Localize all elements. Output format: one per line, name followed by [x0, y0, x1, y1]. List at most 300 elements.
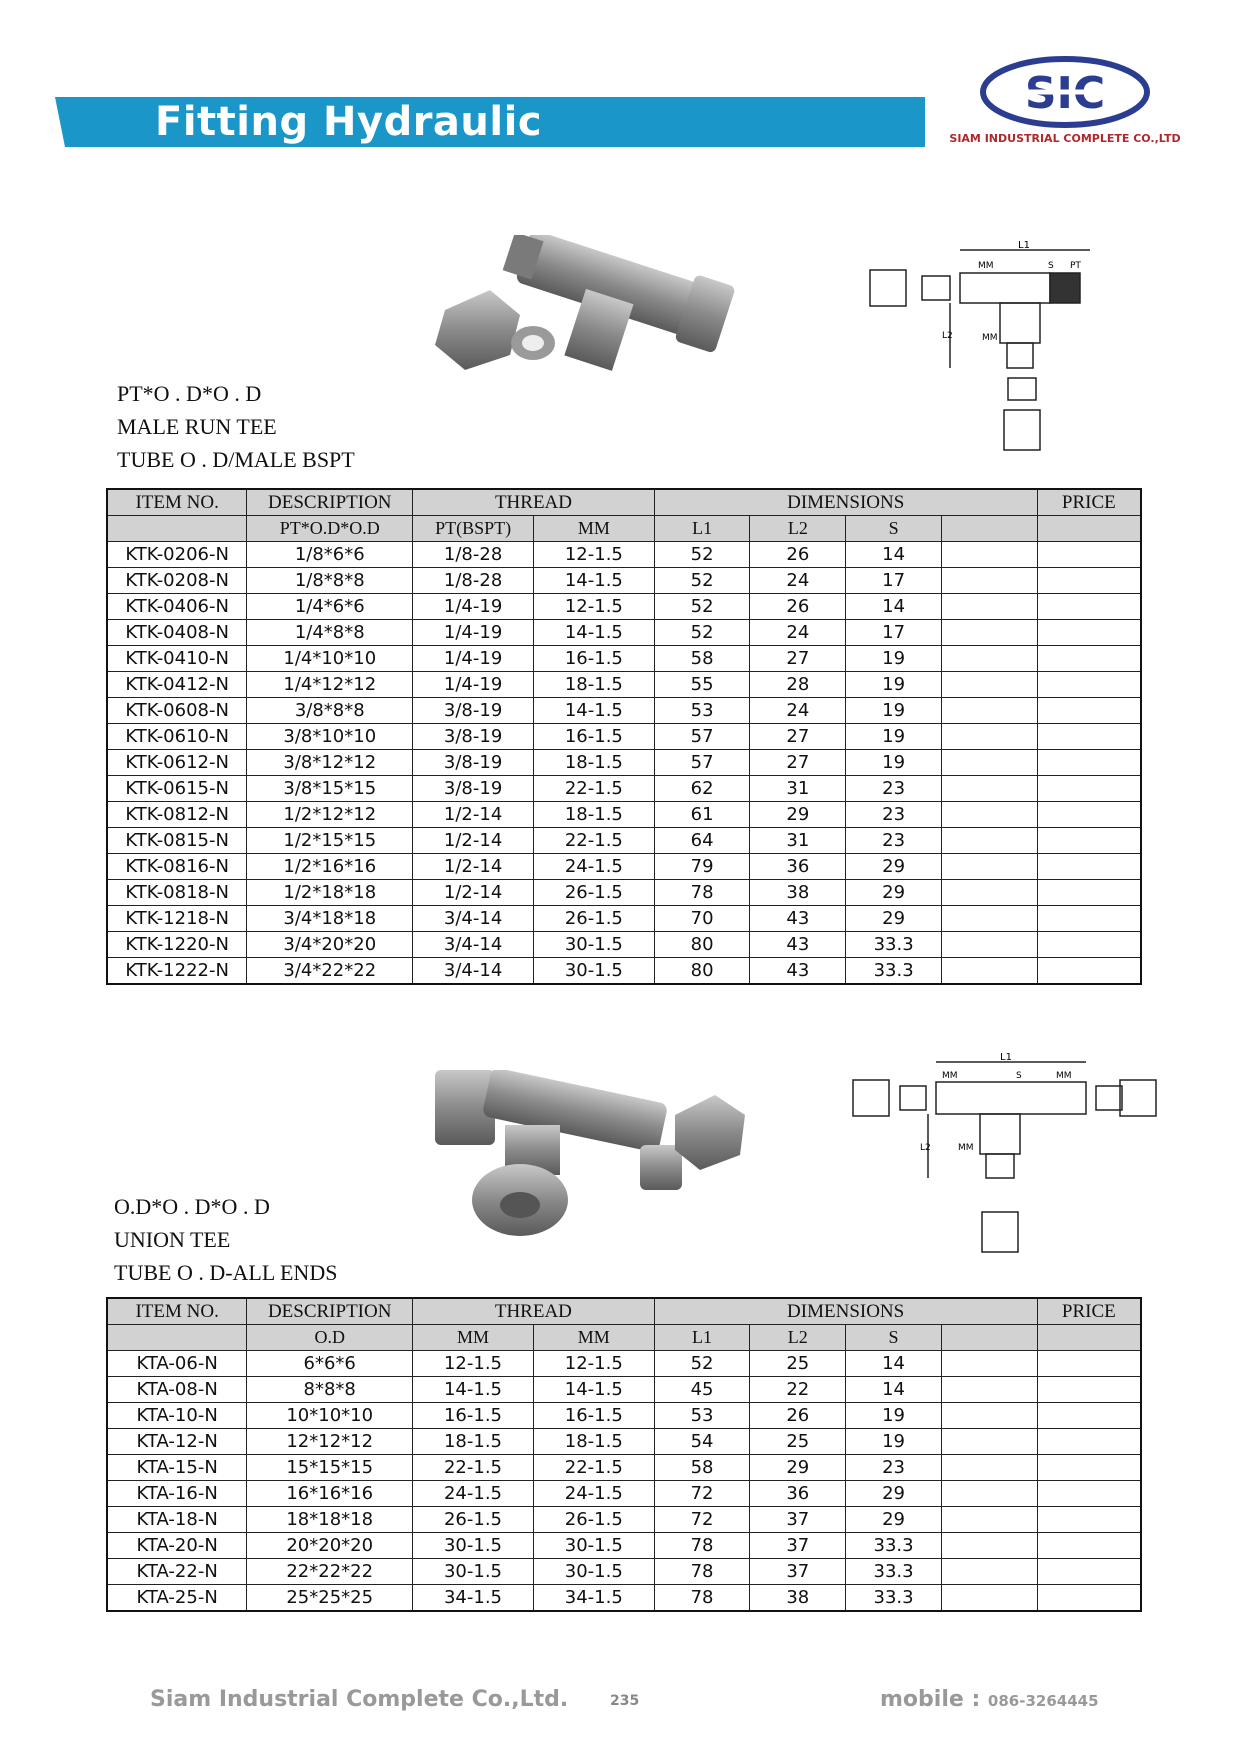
table-row	[107, 932, 1141, 958]
cell-thread-1: 3/4-14	[413, 932, 534, 958]
cell-s: 29	[846, 906, 942, 932]
company-logo	[940, 50, 1190, 150]
cell-item-no: KTK-0410-N	[107, 646, 247, 672]
cell-description: 3/8*8*8	[247, 698, 413, 724]
logo-text: SIC	[1024, 68, 1106, 119]
table-row	[107, 724, 1141, 750]
header-price: PRICE	[1037, 489, 1141, 516]
cell-thread-1: 30-1.5	[413, 1559, 534, 1585]
table-row	[107, 542, 1141, 568]
drawing-label-mm: MM	[942, 1071, 958, 1081]
table-row	[107, 1559, 1141, 1585]
cell-price	[1037, 1455, 1141, 1481]
cell-price	[1037, 646, 1141, 672]
cell-item-no: KTK-1222-N	[107, 958, 247, 985]
subheader-blank	[107, 1325, 247, 1351]
cell-l2: 25	[750, 1429, 846, 1455]
cell-s: 19	[846, 1403, 942, 1429]
cell-thread-2: 30-1.5	[534, 932, 655, 958]
union-tee-table	[106, 1297, 1142, 1612]
cell-item-no: KTK-0615-N	[107, 776, 247, 802]
cell-s: 19	[846, 750, 942, 776]
cell-thread-1: 1/2-14	[413, 880, 534, 906]
table-row	[107, 1377, 1141, 1403]
cell-description: 1/4*8*8	[247, 620, 413, 646]
table-row	[107, 698, 1141, 724]
cell-thread-1: 3/4-14	[413, 958, 534, 985]
header-description: DESCRIPTION	[247, 1298, 413, 1325]
cell-l2: 26	[750, 1403, 846, 1429]
cell-s: 33.3	[846, 932, 942, 958]
cell-s: 23	[846, 776, 942, 802]
cell-l2: 37	[750, 1559, 846, 1585]
subheader-thread-mm-2: MM	[533, 1325, 654, 1351]
cell-price	[1037, 620, 1141, 646]
spec-line: UNION TEE	[114, 1227, 231, 1252]
cell-blank	[942, 958, 1038, 985]
cell-l1: 55	[654, 672, 750, 698]
logo-company-name: SIAM INDUSTRIAL COMPLETE CO.,LTD	[949, 132, 1181, 145]
cell-blank	[942, 698, 1038, 724]
cell-price	[1037, 698, 1141, 724]
subheader-thread-mm: MM	[534, 516, 655, 542]
cell-thread-2: 22-1.5	[534, 776, 655, 802]
cell-l2: 25	[750, 1351, 846, 1377]
subheader-s: S	[846, 516, 942, 542]
cell-l1: 78	[654, 1585, 750, 1612]
cell-item-no: KTA-16-N	[107, 1481, 247, 1507]
cell-description: 3/4*20*20	[247, 932, 413, 958]
cell-description: 10*10*10	[247, 1403, 413, 1429]
cell-item-no: KTK-0816-N	[107, 854, 247, 880]
cell-thread-1: 1/2-14	[413, 828, 534, 854]
footer-company: Siam Industrial Complete Co.,Ltd.	[150, 1687, 569, 1712]
cell-thread-1: 26-1.5	[413, 1507, 534, 1533]
subheader-blank	[941, 1325, 1037, 1351]
subheader-desc: PT*O.D*O.D	[247, 516, 413, 542]
cell-s: 19	[846, 724, 942, 750]
cell-thread-2: 14-1.5	[534, 698, 655, 724]
cell-price	[1037, 958, 1141, 985]
drawing-label-mm: MM	[978, 261, 994, 271]
cell-price	[1037, 880, 1141, 906]
male-run-tee-table	[106, 488, 1142, 985]
page-title: Fitting Hydraulic	[155, 99, 543, 145]
table-row	[107, 568, 1141, 594]
subheader-l2: L2	[750, 1325, 846, 1351]
cell-blank	[942, 828, 1038, 854]
cell-l1: 58	[654, 1455, 750, 1481]
table-row	[107, 750, 1141, 776]
table-row	[107, 880, 1141, 906]
cell-description: 3/8*12*12	[247, 750, 413, 776]
cell-description: 22*22*22	[247, 1559, 413, 1585]
cell-l2: 26	[750, 594, 846, 620]
subheader-blank	[942, 516, 1038, 542]
cell-thread-1: 22-1.5	[413, 1455, 534, 1481]
subheader-thread-mm: MM	[413, 1325, 534, 1351]
subheader-blank	[1037, 516, 1141, 542]
cell-l2: 36	[750, 1481, 846, 1507]
cell-blank	[942, 854, 1038, 880]
spec-line: MALE RUN TEE	[117, 414, 277, 439]
cell-s: 17	[846, 568, 942, 594]
cell-thread-2: 24-1.5	[534, 854, 655, 880]
cell-s: 29	[846, 854, 942, 880]
cell-blank	[941, 1507, 1037, 1533]
cell-s: 33.3	[846, 958, 942, 985]
cell-price	[1037, 1481, 1141, 1507]
cell-s: 19	[846, 1429, 942, 1455]
cell-l1: 58	[654, 646, 750, 672]
table-row	[107, 1351, 1141, 1377]
cell-thread-1: 3/8-19	[413, 776, 534, 802]
cell-l1: 80	[654, 932, 750, 958]
cell-item-no: KTK-0815-N	[107, 828, 247, 854]
cell-s: 14	[846, 1351, 942, 1377]
cell-l1: 78	[654, 1559, 750, 1585]
cell-thread-2: 18-1.5	[534, 750, 655, 776]
cell-thread-1: 1/4-19	[413, 646, 534, 672]
cell-thread-1: 12-1.5	[413, 1351, 534, 1377]
cell-price	[1037, 776, 1141, 802]
cell-thread-2: 34-1.5	[533, 1585, 654, 1612]
cell-thread-1: 1/4-19	[413, 620, 534, 646]
cell-description: 20*20*20	[247, 1533, 413, 1559]
cell-description: 1/2*18*18	[247, 880, 413, 906]
cell-thread-1: 16-1.5	[413, 1403, 534, 1429]
cell-l2: 27	[750, 646, 846, 672]
cell-thread-2: 30-1.5	[533, 1533, 654, 1559]
subheader-l1: L1	[654, 516, 750, 542]
cell-l2: 27	[750, 724, 846, 750]
cell-thread-2: 18-1.5	[534, 802, 655, 828]
table-body	[107, 542, 1141, 985]
union-tee-drawing	[848, 1052, 1160, 1262]
header-thread: THREAD	[413, 1298, 655, 1325]
cell-thread-2: 16-1.5	[533, 1403, 654, 1429]
cell-description: 16*16*16	[247, 1481, 413, 1507]
header-price: PRICE	[1037, 1298, 1141, 1325]
cell-s: 29	[846, 880, 942, 906]
cell-blank	[942, 568, 1038, 594]
cell-item-no: KTK-0406-N	[107, 594, 247, 620]
cell-description: 12*12*12	[247, 1429, 413, 1455]
cell-description: 3/8*10*10	[247, 724, 413, 750]
cell-price	[1037, 594, 1141, 620]
cell-blank	[941, 1351, 1037, 1377]
cell-l1: 64	[654, 828, 750, 854]
sic-logo-icon	[940, 50, 1190, 132]
cell-l2: 29	[750, 1455, 846, 1481]
table-row	[107, 854, 1141, 880]
cell-s: 14	[846, 1377, 942, 1403]
cell-item-no: KTA-08-N	[107, 1377, 247, 1403]
cell-l1: 52	[654, 568, 750, 594]
table-row	[107, 1429, 1141, 1455]
cell-l2: 37	[750, 1507, 846, 1533]
drawing-label-mm-2: MM	[982, 333, 998, 343]
header-dimensions: DIMENSIONS	[654, 489, 1037, 516]
cell-l2: 24	[750, 568, 846, 594]
cell-item-no: KTA-12-N	[107, 1429, 247, 1455]
drawing-label-l1: L1	[1018, 240, 1030, 251]
cell-item-no: KTK-0812-N	[107, 802, 247, 828]
cell-blank	[941, 1585, 1037, 1612]
table-row	[107, 646, 1141, 672]
subheader-l1: L1	[654, 1325, 750, 1351]
cell-item-no: KTA-18-N	[107, 1507, 247, 1533]
cell-blank	[942, 750, 1038, 776]
cell-l1: 61	[654, 802, 750, 828]
cell-l1: 78	[654, 880, 750, 906]
subheader-l2: L2	[750, 516, 846, 542]
cell-price	[1037, 802, 1141, 828]
cell-blank	[941, 1403, 1037, 1429]
cell-s: 19	[846, 672, 942, 698]
cell-price	[1037, 542, 1141, 568]
union-tee-photo	[425, 1070, 765, 1240]
cell-blank	[942, 932, 1038, 958]
cell-l2: 28	[750, 672, 846, 698]
cell-thread-2: 26-1.5	[534, 906, 655, 932]
header-description: DESCRIPTION	[247, 489, 413, 516]
table-row	[107, 1481, 1141, 1507]
drawing-label-pt: PT	[1070, 261, 1081, 271]
cell-description: 1/4*6*6	[247, 594, 413, 620]
cell-l2: 37	[750, 1533, 846, 1559]
table-row	[107, 776, 1141, 802]
cell-thread-2: 14-1.5	[533, 1377, 654, 1403]
cell-price	[1037, 828, 1141, 854]
cell-thread-2: 12-1.5	[533, 1351, 654, 1377]
table-row	[107, 906, 1141, 932]
cell-l1: 72	[654, 1481, 750, 1507]
cell-price	[1037, 1351, 1141, 1377]
cell-s: 17	[846, 620, 942, 646]
title-banner	[55, 97, 925, 147]
mobile-number: 086-3264445	[987, 1692, 1099, 1710]
cell-price	[1037, 1585, 1141, 1612]
drawing-label-l1: L1	[1000, 1052, 1012, 1063]
cell-item-no: KTA-15-N	[107, 1455, 247, 1481]
header-thread: THREAD	[413, 489, 655, 516]
cell-l2: 31	[750, 776, 846, 802]
cell-price	[1037, 854, 1141, 880]
cell-price	[1037, 932, 1141, 958]
cell-s: 23	[846, 1455, 942, 1481]
cell-s: 14	[846, 594, 942, 620]
cell-blank	[942, 724, 1038, 750]
cell-description: 1/8*6*6	[247, 542, 413, 568]
page-number: 235	[610, 1693, 640, 1709]
cell-s: 33.3	[846, 1585, 942, 1612]
cell-blank	[941, 1559, 1037, 1585]
cell-description: 1/2*12*12	[247, 802, 413, 828]
cell-blank	[942, 776, 1038, 802]
cell-description: 25*25*25	[247, 1585, 413, 1612]
cell-description: 1/4*10*10	[247, 646, 413, 672]
cell-price	[1037, 1429, 1141, 1455]
cell-price	[1037, 724, 1141, 750]
table-row	[107, 672, 1141, 698]
cell-description: 18*18*18	[247, 1507, 413, 1533]
cell-item-no: KTA-25-N	[107, 1585, 247, 1612]
cell-l1: 78	[654, 1533, 750, 1559]
cell-description: 8*8*8	[247, 1377, 413, 1403]
cell-thread-2: 18-1.5	[533, 1429, 654, 1455]
subheader-desc: O.D	[247, 1325, 413, 1351]
section1-spec	[117, 377, 355, 476]
table-row	[107, 1533, 1141, 1559]
cell-price	[1037, 1403, 1141, 1429]
table-body	[107, 1351, 1141, 1612]
cell-blank	[942, 906, 1038, 932]
header-dimensions: DIMENSIONS	[654, 1298, 1037, 1325]
cell-blank	[942, 880, 1038, 906]
cell-item-no: KTA-20-N	[107, 1533, 247, 1559]
cell-item-no: KTK-0412-N	[107, 672, 247, 698]
cell-thread-1: 14-1.5	[413, 1377, 534, 1403]
table-row	[107, 1455, 1141, 1481]
footer-mobile	[880, 1687, 1099, 1712]
cell-l1: 52	[654, 620, 750, 646]
cell-price	[1037, 1559, 1141, 1585]
cell-item-no: KTK-0208-N	[107, 568, 247, 594]
cell-description: 1/8*8*8	[247, 568, 413, 594]
cell-thread-1: 3/8-19	[413, 724, 534, 750]
cell-thread-2: 12-1.5	[534, 594, 655, 620]
cell-l2: 36	[750, 854, 846, 880]
cell-thread-1: 1/2-14	[413, 802, 534, 828]
cell-l2: 24	[750, 620, 846, 646]
drawing-label-s: S	[1048, 261, 1054, 271]
cell-item-no: KTK-0608-N	[107, 698, 247, 724]
section2-spec	[114, 1190, 337, 1289]
cell-l2: 29	[750, 802, 846, 828]
cell-price	[1037, 672, 1141, 698]
cell-l2: 27	[750, 750, 846, 776]
cell-item-no: KTA-06-N	[107, 1351, 247, 1377]
cell-s: 23	[846, 828, 942, 854]
cell-thread-2: 30-1.5	[534, 958, 655, 985]
spec-line: TUBE O . D-ALL ENDS	[114, 1260, 338, 1285]
cell-item-no: KTK-1220-N	[107, 932, 247, 958]
cell-thread-2: 30-1.5	[533, 1559, 654, 1585]
cell-thread-1: 24-1.5	[413, 1481, 534, 1507]
cell-description: 3/4*18*18	[247, 906, 413, 932]
cell-blank	[942, 802, 1038, 828]
cell-thread-1: 3/8-19	[413, 698, 534, 724]
cell-l1: 80	[654, 958, 750, 985]
cell-item-no: KTK-0612-N	[107, 750, 247, 776]
cell-item-no: KTA-22-N	[107, 1559, 247, 1585]
cell-item-no: KTK-0408-N	[107, 620, 247, 646]
subheader-s: S	[846, 1325, 942, 1351]
cell-blank	[941, 1377, 1037, 1403]
cell-l1: 45	[654, 1377, 750, 1403]
cell-l1: 53	[654, 1403, 750, 1429]
cell-description: 3/8*15*15	[247, 776, 413, 802]
cell-s: 19	[846, 698, 942, 724]
table-row	[107, 594, 1141, 620]
cell-l2: 43	[750, 932, 846, 958]
cell-s: 19	[846, 646, 942, 672]
cell-thread-2: 18-1.5	[534, 672, 655, 698]
cell-description: 3/4*22*22	[247, 958, 413, 985]
cell-l1: 54	[654, 1429, 750, 1455]
cell-l1: 52	[654, 542, 750, 568]
cell-item-no: KTK-0206-N	[107, 542, 247, 568]
subheader-blank	[107, 516, 247, 542]
cell-thread-2: 26-1.5	[534, 880, 655, 906]
cell-thread-2: 22-1.5	[534, 828, 655, 854]
cell-thread-2: 16-1.5	[534, 724, 655, 750]
cell-l2: 43	[750, 906, 846, 932]
cell-price	[1037, 568, 1141, 594]
table-row	[107, 1507, 1141, 1533]
cell-l1: 57	[654, 724, 750, 750]
cell-blank	[941, 1429, 1037, 1455]
cell-thread-1: 1/8-28	[413, 568, 534, 594]
drawing-label-s: S	[1016, 1071, 1022, 1081]
cell-blank	[941, 1455, 1037, 1481]
mobile-label: mobile :	[880, 1687, 981, 1712]
cell-l1: 72	[654, 1507, 750, 1533]
cell-s: 23	[846, 802, 942, 828]
cell-item-no: KTK-1218-N	[107, 906, 247, 932]
table-row	[107, 620, 1141, 646]
cell-s: 33.3	[846, 1533, 942, 1559]
cell-blank	[942, 646, 1038, 672]
cell-item-no: KTA-10-N	[107, 1403, 247, 1429]
spec-line: O.D*O . D*O . D	[114, 1194, 270, 1219]
cell-thread-2: 26-1.5	[533, 1507, 654, 1533]
cell-thread-1: 1/4-19	[413, 594, 534, 620]
cell-price	[1037, 1533, 1141, 1559]
cell-thread-1: 1/4-19	[413, 672, 534, 698]
cell-l2: 43	[750, 958, 846, 985]
cell-l2: 26	[750, 542, 846, 568]
header-item-no: ITEM NO.	[107, 489, 247, 516]
cell-thread-1: 34-1.5	[413, 1585, 534, 1612]
cell-description: 15*15*15	[247, 1455, 413, 1481]
drawing-label-l2: L2	[942, 331, 953, 341]
subheader-blank	[1037, 1325, 1141, 1351]
cell-l1: 57	[654, 750, 750, 776]
cell-thread-1: 3/4-14	[413, 906, 534, 932]
cell-thread-1: 30-1.5	[413, 1533, 534, 1559]
table-row	[107, 802, 1141, 828]
cell-l1: 79	[654, 854, 750, 880]
cell-s: 14	[846, 542, 942, 568]
cell-item-no: KTK-0610-N	[107, 724, 247, 750]
cell-l2: 38	[750, 1585, 846, 1612]
header-item-no: ITEM NO.	[107, 1298, 247, 1325]
cell-blank	[941, 1481, 1037, 1507]
table-row	[107, 828, 1141, 854]
cell-price	[1037, 1377, 1141, 1403]
cell-thread-1: 18-1.5	[413, 1429, 534, 1455]
cell-s: 33.3	[846, 1559, 942, 1585]
cell-description: 1/2*16*16	[247, 854, 413, 880]
subheader-thread-pt: PT(BSPT)	[413, 516, 534, 542]
cell-thread-2: 22-1.5	[533, 1455, 654, 1481]
drawing-label-l2: L2	[920, 1143, 931, 1153]
cell-price	[1037, 1507, 1141, 1533]
cell-description: 1/2*15*15	[247, 828, 413, 854]
cell-l2: 38	[750, 880, 846, 906]
